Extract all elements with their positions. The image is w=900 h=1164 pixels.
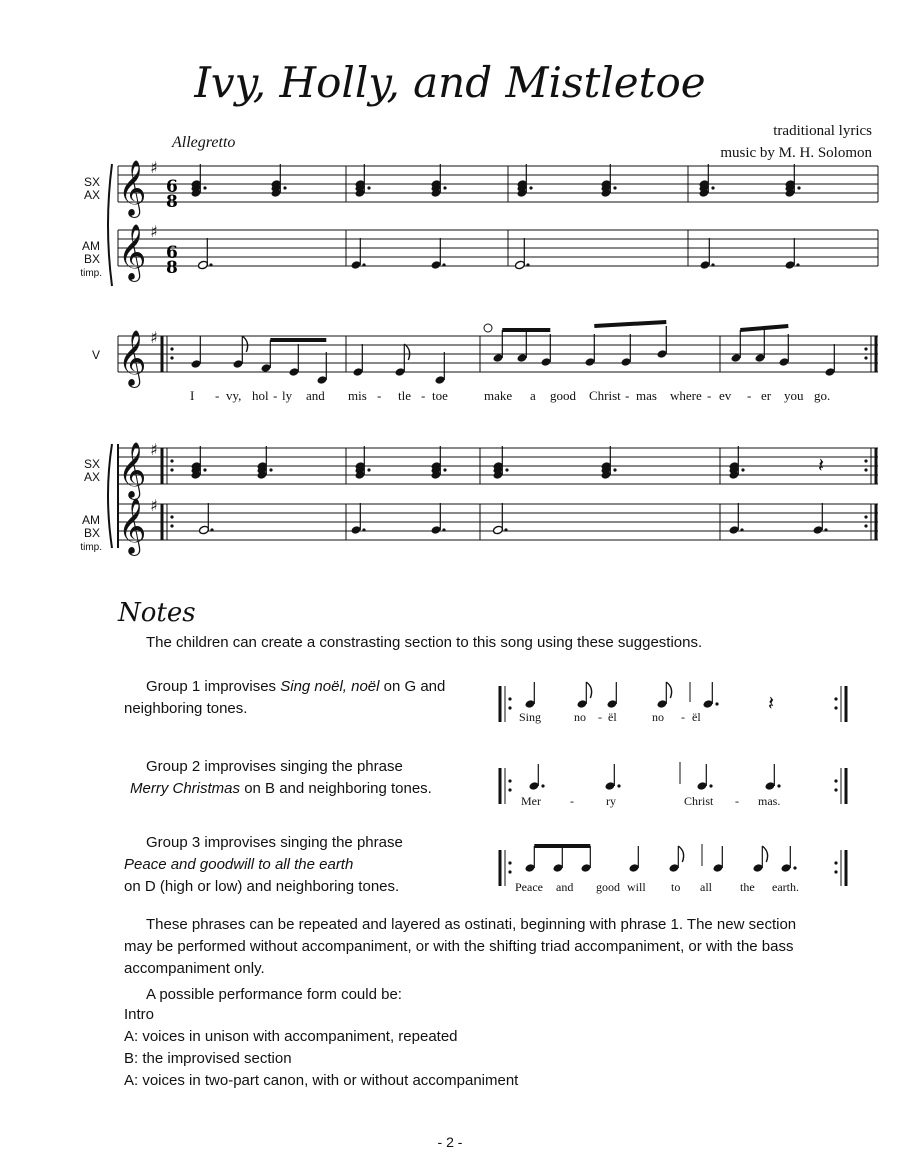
dot xyxy=(170,515,173,518)
group3-text xyxy=(124,832,504,898)
dot xyxy=(442,263,445,266)
lyric-syllable: go. xyxy=(814,388,831,403)
staff-label-bx: BX xyxy=(83,526,100,540)
dot xyxy=(796,263,799,266)
time-sig-bottom: 8 xyxy=(166,192,178,212)
tempo-marking: Allegretto xyxy=(172,134,236,151)
lyric-syllable: and xyxy=(306,388,325,403)
lyric-syllable: ël xyxy=(692,710,701,724)
lyric-syllable: good xyxy=(596,880,620,894)
lyric-syllable: mis xyxy=(348,388,367,403)
notes-intro: The children can create a constrasting section to this song using these suggestions. xyxy=(146,634,703,651)
lyric-syllable: to xyxy=(671,880,681,894)
lyric-syllable: - xyxy=(625,388,630,403)
group2-text xyxy=(124,756,504,800)
staff-label-am: AM xyxy=(82,513,100,527)
dot xyxy=(777,784,780,787)
dot xyxy=(443,186,446,189)
dot xyxy=(709,784,712,787)
lyric-syllable: - xyxy=(273,388,278,403)
dot xyxy=(834,861,837,864)
key-sharp: ♯ xyxy=(150,440,158,459)
flag xyxy=(404,344,409,360)
lyric-syllable: mas xyxy=(636,388,657,403)
beam xyxy=(594,322,666,326)
lyric-syllable: mas. xyxy=(758,794,781,808)
key-sharp: ♯ xyxy=(150,328,158,347)
staff-label-timp: timp. xyxy=(80,268,102,279)
dot xyxy=(504,528,507,531)
lyric-syllable: vy, xyxy=(226,388,242,403)
lyric-syllable: no xyxy=(652,710,664,724)
time-sig-bottom: 8 xyxy=(166,258,178,278)
form-item: Intro xyxy=(124,1006,155,1023)
dot xyxy=(443,468,446,471)
dot xyxy=(203,186,206,189)
time-sig-top: 6 xyxy=(166,243,178,263)
dot xyxy=(613,468,616,471)
treble-clef: 𝄞 xyxy=(118,160,147,216)
dot xyxy=(864,524,867,527)
dot xyxy=(508,779,511,782)
flag xyxy=(762,846,767,862)
staff-label-am: AM xyxy=(82,239,100,253)
group1-a: Group 1 improvises xyxy=(146,678,277,695)
dot xyxy=(170,356,173,359)
treble-clef: 𝄞 xyxy=(118,498,147,554)
lyric-syllable: ël xyxy=(608,710,617,724)
dot xyxy=(793,866,796,869)
lyric-syllable: - xyxy=(735,794,739,808)
page-number: - 2 - xyxy=(437,1134,463,1150)
lyrics-credit: traditional lyrics xyxy=(773,123,872,139)
lyric-syllable: - xyxy=(421,388,426,403)
staff-label-ax: AX xyxy=(83,470,100,484)
lyric-syllable: ry xyxy=(606,794,616,808)
group1-b: on G and xyxy=(383,678,446,695)
lyric-syllable: a xyxy=(530,388,536,403)
dot xyxy=(797,186,800,189)
key-sharp: ♯ xyxy=(150,496,158,515)
group3-a: Group 3 improvises singing the phrase xyxy=(146,834,403,851)
lyric-syllable: toe xyxy=(432,388,448,403)
dot xyxy=(203,468,206,471)
dot xyxy=(617,784,620,787)
staff-label-sx: SX xyxy=(83,175,100,189)
group3-b: on D (high or low) and neighboring tones. xyxy=(124,878,400,895)
staff-label-voice: V xyxy=(91,348,100,362)
lyric-syllable: - xyxy=(215,388,220,403)
lyric-syllable: all xyxy=(700,880,712,894)
notes-paragraph: These phrases can be repeated and layered as ostinati, beginning with phrase 1. The new section may be performed without accompaniment, or with the shifting triad accompaniment, or with the bass accompaniment only. xyxy=(124,916,797,977)
rest: 𝄽 xyxy=(818,453,825,477)
treble-clef: 𝄞 xyxy=(118,442,147,498)
lyric-syllable: er xyxy=(761,388,772,403)
lyric-syllable: ly xyxy=(282,388,293,403)
dot xyxy=(864,356,867,359)
group3-phrase: Peace and goodwill to all the earth xyxy=(124,856,354,873)
dot xyxy=(715,702,718,705)
form-item: A: voices in unison with accompaniment, repeated xyxy=(124,1028,458,1045)
lyric-syllable: good xyxy=(550,388,576,403)
dot xyxy=(613,186,616,189)
dot xyxy=(508,788,511,791)
dot xyxy=(864,468,867,471)
song-title: Ivy, Holly, and Mistletoe xyxy=(194,58,706,107)
dot xyxy=(834,779,837,782)
lyric-syllable: - xyxy=(570,794,574,808)
flag xyxy=(242,336,247,352)
notes-heading: Notes xyxy=(118,598,196,628)
lyric-syllable: you xyxy=(784,388,804,403)
group1-text xyxy=(124,676,504,720)
beam xyxy=(740,326,788,330)
dot xyxy=(442,528,445,531)
key-sharp: ♯ xyxy=(150,222,158,241)
dot xyxy=(508,706,511,709)
lyric-syllable: Peace xyxy=(515,880,543,894)
group1-phrase: Sing noël, noël xyxy=(280,678,380,695)
dot xyxy=(864,347,867,350)
system-brace xyxy=(108,444,112,548)
lyric-syllable: Christ xyxy=(684,794,714,808)
dot xyxy=(711,186,714,189)
staff-label-ax: AX xyxy=(83,188,100,202)
dot xyxy=(834,870,837,873)
dot xyxy=(170,468,173,471)
lyric-syllable: - xyxy=(747,388,752,403)
lyric-syllable: - xyxy=(707,388,712,403)
form-intro: A possible performance form could be: xyxy=(146,986,402,1003)
dot xyxy=(505,468,508,471)
dot xyxy=(526,263,529,266)
dot xyxy=(834,697,837,700)
lyric-syllable: Mer xyxy=(521,794,541,808)
dot xyxy=(864,459,867,462)
music-credit: music by M. H. Solomon xyxy=(720,145,872,161)
flag xyxy=(678,846,683,862)
dot xyxy=(508,861,511,864)
key-sharp: ♯ xyxy=(150,158,158,177)
dot xyxy=(508,870,511,873)
lyric-syllable: ev xyxy=(719,388,732,403)
dot xyxy=(508,697,511,700)
dot xyxy=(367,186,370,189)
staff-label-timp: timp. xyxy=(80,542,102,553)
lyric-syllable: hol xyxy=(252,388,269,403)
dot xyxy=(741,468,744,471)
dot xyxy=(834,788,837,791)
dot xyxy=(362,263,365,266)
dot xyxy=(170,459,173,462)
lyric-syllable: and xyxy=(556,880,574,894)
form-list xyxy=(124,1004,518,1092)
lyric-syllable: no xyxy=(574,710,586,724)
staff-label-bx: BX xyxy=(83,252,100,266)
form-item: A: voices in two-part canon, with or without accompaniment xyxy=(124,1072,519,1089)
dot xyxy=(711,263,714,266)
dot xyxy=(170,347,173,350)
lyric-syllable: - xyxy=(598,710,602,724)
treble-clef: 𝄞 xyxy=(118,224,147,280)
system-brace xyxy=(108,164,112,286)
dot xyxy=(362,528,365,531)
lyric-syllable: earth. xyxy=(772,880,799,894)
form-item: B: the improvised section xyxy=(124,1050,292,1067)
dot xyxy=(367,468,370,471)
dot xyxy=(210,528,213,531)
lyric-syllable: I xyxy=(190,388,195,403)
flag xyxy=(666,682,671,698)
time-sig-top: 6 xyxy=(166,177,178,197)
dot xyxy=(283,186,286,189)
lyric-syllable: will xyxy=(627,880,646,894)
dot xyxy=(834,706,837,709)
lyric-syllable: where xyxy=(670,388,702,403)
dot xyxy=(269,468,272,471)
dot xyxy=(541,784,544,787)
group2-a: Group 2 improvises singing the phrase xyxy=(146,758,403,775)
dot xyxy=(740,528,743,531)
group1-c: neighboring tones. xyxy=(124,700,248,717)
lyric-syllable: make xyxy=(484,388,513,403)
dot xyxy=(170,524,173,527)
lyric-syllable: Sing xyxy=(519,710,542,724)
rest: 𝄽 xyxy=(768,691,775,715)
dot xyxy=(864,515,867,518)
staff-label-sx: SX xyxy=(83,457,100,471)
dot xyxy=(529,186,532,189)
group2-b: on B and neighboring tones. xyxy=(244,780,432,797)
lyric-syllable: Christ xyxy=(589,388,621,403)
lyric-syllable: tle xyxy=(398,388,411,403)
lyric-syllable: - xyxy=(681,710,685,724)
dot xyxy=(824,528,827,531)
group2-phrase: Merry Christmas xyxy=(130,780,241,797)
lyric-syllable: - xyxy=(377,388,382,403)
lyric-syllable: the xyxy=(740,880,755,894)
canon-sign xyxy=(484,324,492,332)
treble-clef: 𝄞 xyxy=(118,330,147,386)
flag xyxy=(586,682,591,698)
dot xyxy=(209,263,212,266)
